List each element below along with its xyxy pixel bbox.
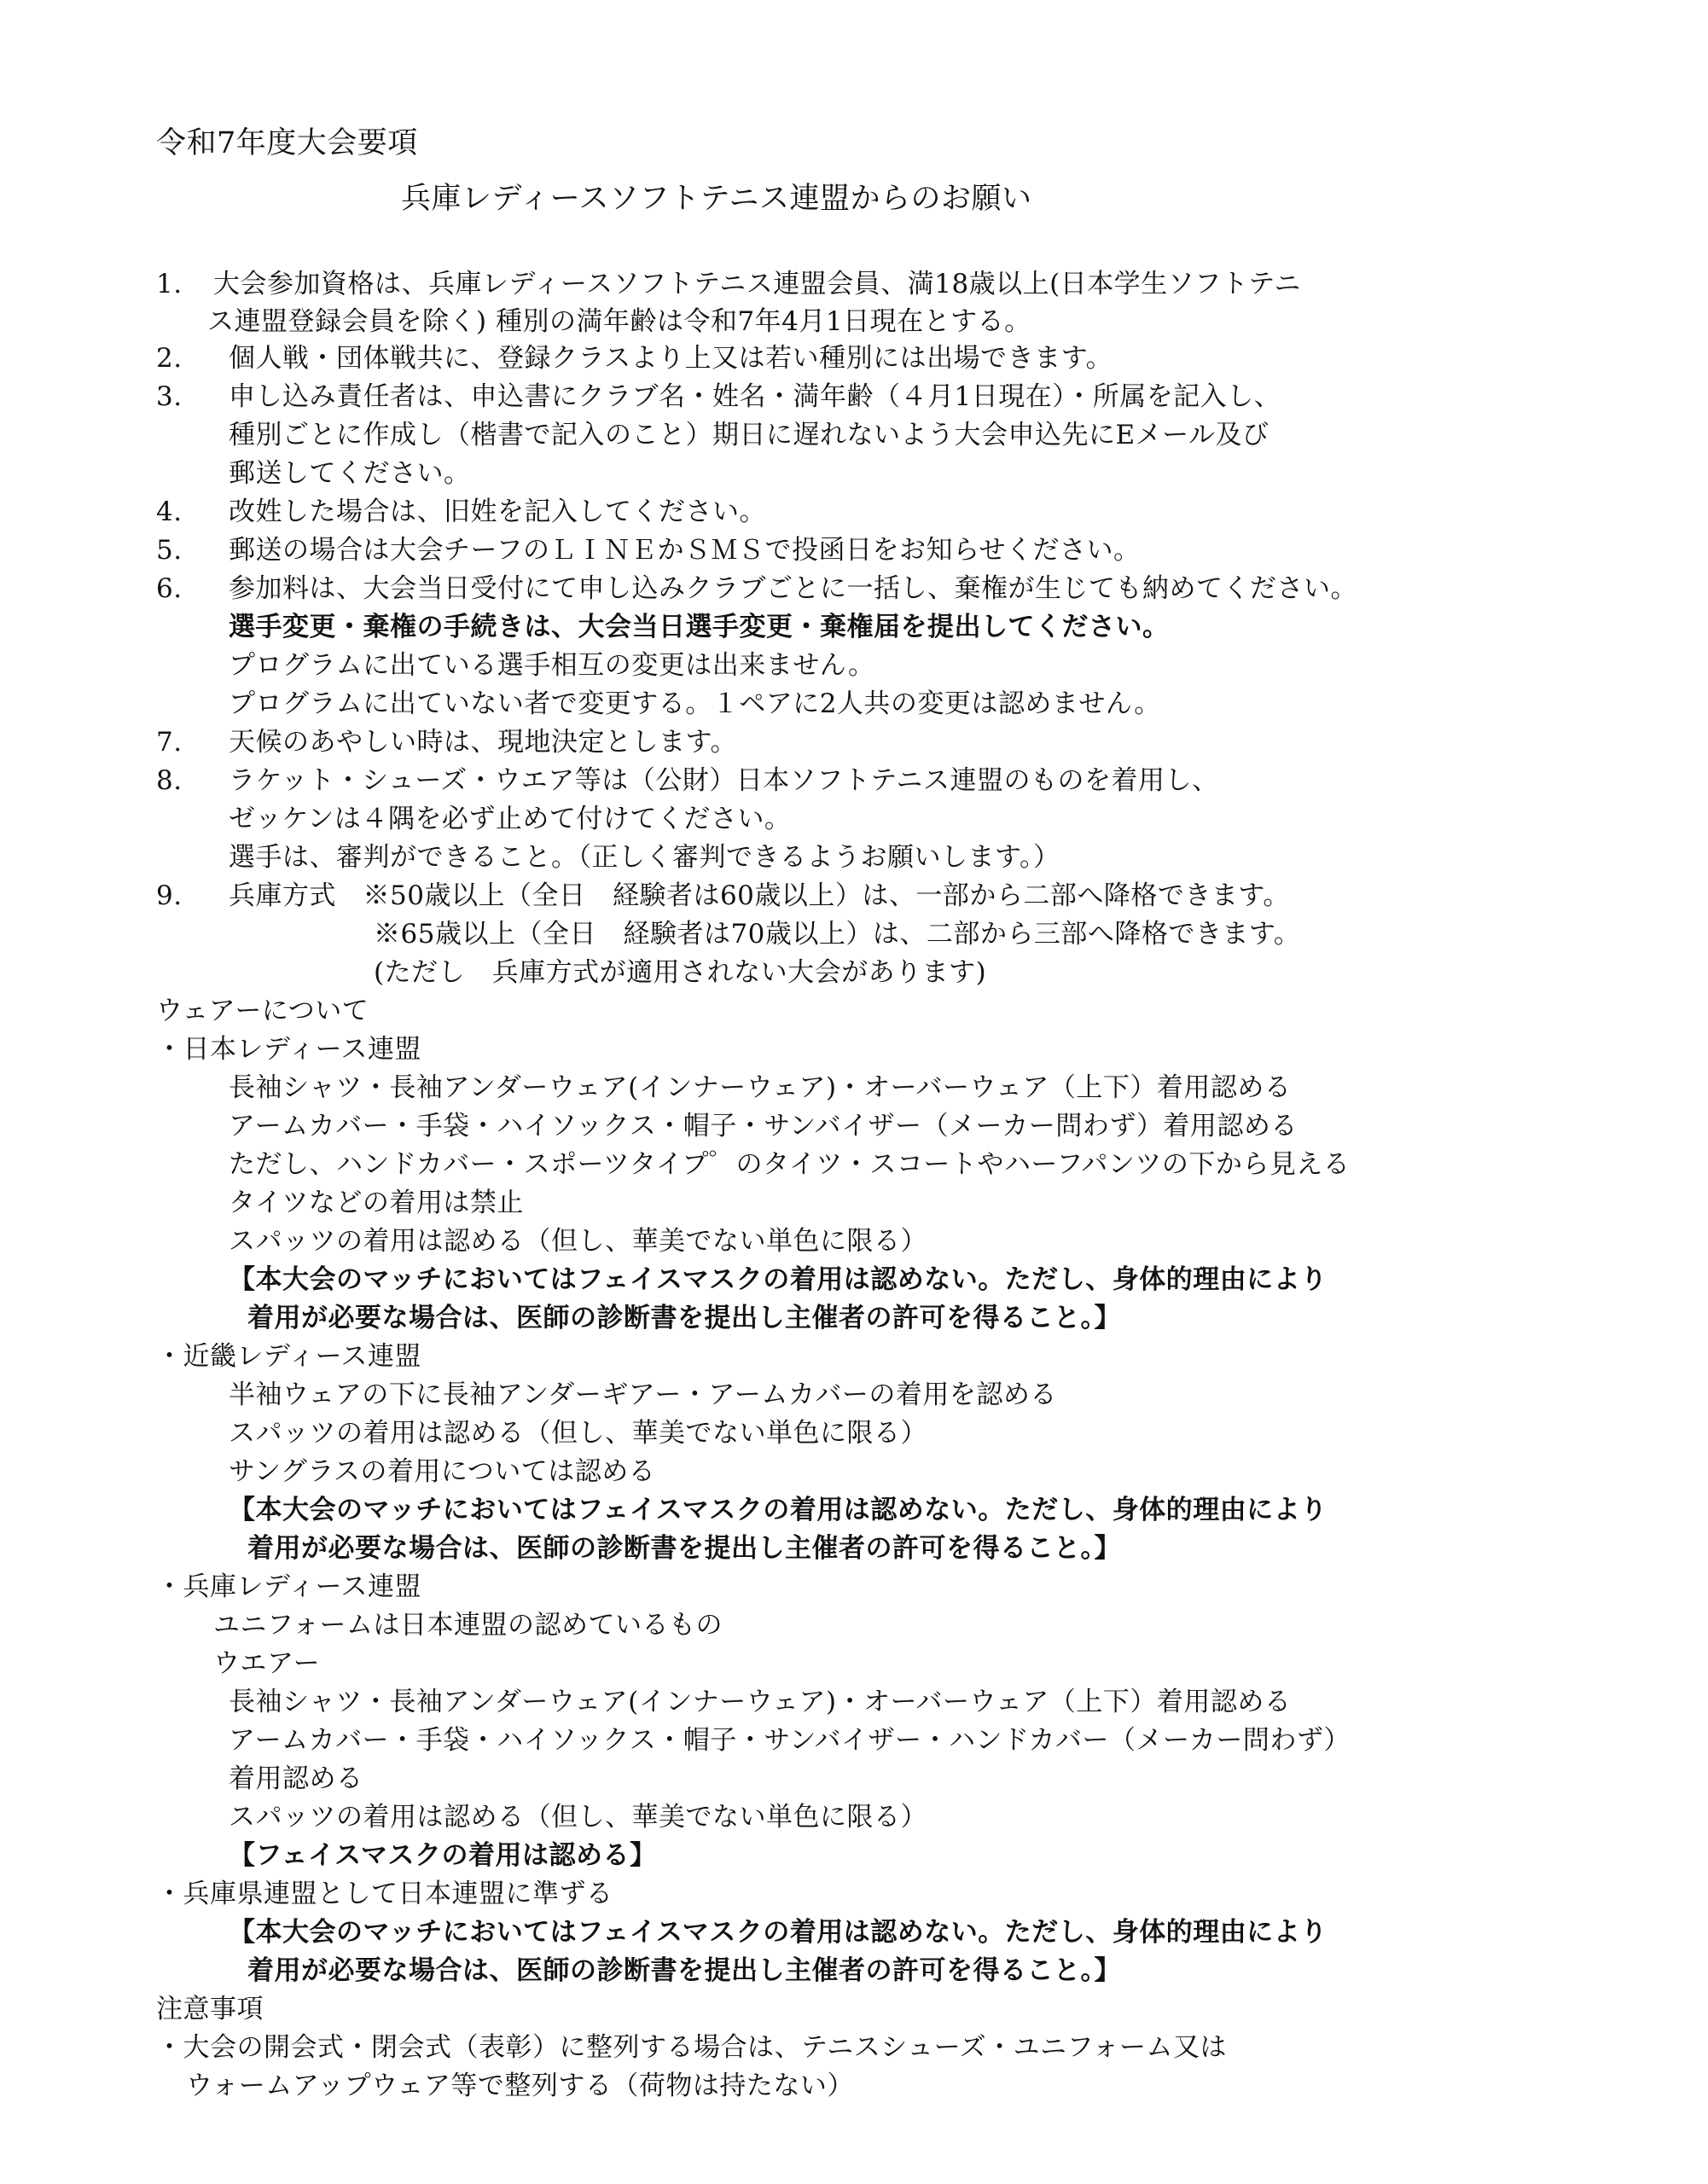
item-text: ※65歳以上（全日 経験者は70歳以上）は、二部から三部へ降格できます。	[374, 919, 1301, 950]
item-text: 天候のあやしい時は、現地決定とします。	[229, 727, 738, 758]
japan-ladies-heading: ・日本レディース連盟	[156, 1034, 421, 1065]
item-text: ラケット・シューズ・ウエア等は（公財）日本ソフトテニス連盟のものを着用し、	[229, 765, 1219, 796]
item-number: 9.	[156, 880, 183, 911]
item-text: 郵送してください。	[229, 458, 471, 489]
notes-line: ・大会の開会式・閉会式（表彰）に整列する場合は、テニスシューズ・ユニフォーム又は	[156, 2032, 1228, 2063]
notes-line: ウォームアップウェア等で整列する（荷物は持たない）	[186, 2071, 854, 2101]
japan-rule-line: タイツなどの着用は禁止	[229, 1188, 524, 1218]
item-text: 申し込み責任者は、申込書にクラブ名・姓名・満年齢（４月1日現在）・所属を記入し、	[229, 381, 1281, 412]
item-text: 選手は、審判ができること。（正しく審判できるようお願いします。）	[229, 842, 1060, 873]
kinki-rule-line: サングラスの着用については認める	[229, 1456, 656, 1487]
item-text: 郵送の場合は大会チーフのＬＩＮＥかＳＭＳで投函日をお知らせください。	[229, 535, 1141, 566]
japan-rule-line: ただし、ハンドカバー・スポーツタイプ゜のタイツ・スコートやハーフパンツの下から見える	[229, 1149, 1351, 1180]
item-text: (ただし 兵庫方式が適用されない大会があります)	[374, 957, 987, 988]
hyogo-rule-line: アームカバー・手袋・ハイソックス・帽子・サンバイザー・ハンドカバー（メーカー問わず）	[229, 1725, 1351, 1756]
japan-rule-line: スパッツの着用は認める（但し、華美でない単色に限る）	[229, 1226, 927, 1257]
item-text: プログラムに出ている選手相互の変更は出来ません。	[229, 650, 875, 681]
hyogo-mask-note: 【フェイスマスクの着用は認める】	[229, 1840, 657, 1871]
hyogo-rule-line: スパッツの着用は認める（但し、華美でない単色に限る）	[229, 1802, 927, 1833]
item-number: 1.	[156, 269, 183, 299]
item-number: 5.	[156, 535, 183, 566]
item-number: 8.	[156, 765, 183, 796]
kinki-rule-line: 半袖ウェアの下に長袖アンダーギアー・アームカバーの着用を認める	[229, 1380, 1057, 1410]
notes-heading: 注意事項	[156, 1994, 264, 2024]
item-text: 種別ごとに作成し（楷書で記入のこと）期日に遅れないよう大会申込先にEメール及び	[229, 420, 1269, 450]
item-number: 7.	[156, 727, 183, 758]
hyogo-rule-line: 着用認める	[229, 1763, 363, 1794]
japan-rule-line: 長袖シャツ・長袖アンダーウェア(インナーウェア)・オーバーウェア（上下）着用認める	[229, 1072, 1292, 1103]
item-text: 兵庫方式 ※50歳以上（全日 経験者は60歳以上）は、一部から二部へ降格できます。	[229, 880, 1290, 911]
japan-mask-note: 【本大会のマッチにおいてはフェイスマスクの着用は認めない。ただし、身体的理由により	[229, 1264, 1327, 1295]
prefecture-mask-note: 【本大会のマッチにおいてはフェイスマスクの着用は認めない。ただし、身体的理由により	[229, 1917, 1327, 1948]
japan-rule-line: アームカバー・手袋・ハイソックス・帽子・サンバイザー（メーカー問わず）着用認める	[229, 1111, 1298, 1141]
item-text-bold: 選手変更・棄権の手続きは、大会当日選手変更・棄権届を提出してください。	[229, 612, 1170, 642]
item-number: 2.	[156, 343, 183, 374]
prefecture-heading: ・兵庫県連盟として日本連盟に準ずる	[156, 1879, 613, 1909]
item-text: 大会参加資格は、兵庫レディースソフトテニス連盟会員、満18歳以上(日本学生ソフトテニ	[213, 269, 1302, 299]
item-text: 改姓した場合は、旧姓を記入してください。	[229, 497, 766, 527]
kinki-mask-note: 【本大会のマッチにおいてはフェイスマスクの着用は認めない。ただし、身体的理由により	[229, 1495, 1327, 1525]
item-text: 個人戦・団体戦共に、登録クラスより上又は若い種別には出場できます。	[229, 343, 1113, 374]
kinki-ladies-heading: ・近畿レディース連盟	[156, 1341, 421, 1372]
wear-heading: ウェアーについて	[156, 996, 369, 1026]
item-number: 3.	[156, 381, 183, 412]
item-number: 4.	[156, 497, 183, 527]
hyogo-uniform-line: ユニフォームは日本連盟の認めているもの	[213, 1610, 723, 1641]
item-text: ゼッケンは４隅を必ず止めて付けてください。	[229, 804, 792, 834]
document-subtitle: 兵庫レディースソフトテニス連盟からのお願い	[401, 182, 1032, 216]
kinki-rule-line: スパッツの着用は認める（但し、華美でない単色に限る）	[229, 1418, 927, 1449]
item-number: 6.	[156, 573, 183, 604]
document-title: 令和7年度大会要項	[156, 126, 418, 160]
hyogo-ladies-heading: ・兵庫レディース連盟	[156, 1571, 421, 1602]
item-text: ス連盟登録会員を除く) 種別の満年齢は令和7年4月1日現在とする。	[207, 306, 1031, 337]
hyogo-wear-label: ウエアー	[213, 1648, 321, 1679]
japan-mask-note-cont: 着用が必要な場合は、医師の診断書を提出し主催者の許可を得ること。】	[247, 1303, 1121, 1333]
hyogo-rule-line: 長袖シャツ・長袖アンダーウェア(インナーウェア)・オーバーウェア（上下）着用認める	[229, 1687, 1292, 1717]
item-text: プログラムに出ていない者で変更する。１ペアに2人共の変更は認めません。	[229, 688, 1161, 719]
kinki-mask-note-cont: 着用が必要な場合は、医師の診断書を提出し主催者の許可を得ること。】	[247, 1533, 1121, 1564]
prefecture-mask-note-cont: 着用が必要な場合は、医師の診断書を提出し主催者の許可を得ること。】	[247, 1955, 1121, 1986]
item-text: 参加料は、大会当日受付にて申し込みクラブごとに一括し、棄権が生じても納めてください。	[229, 573, 1357, 604]
